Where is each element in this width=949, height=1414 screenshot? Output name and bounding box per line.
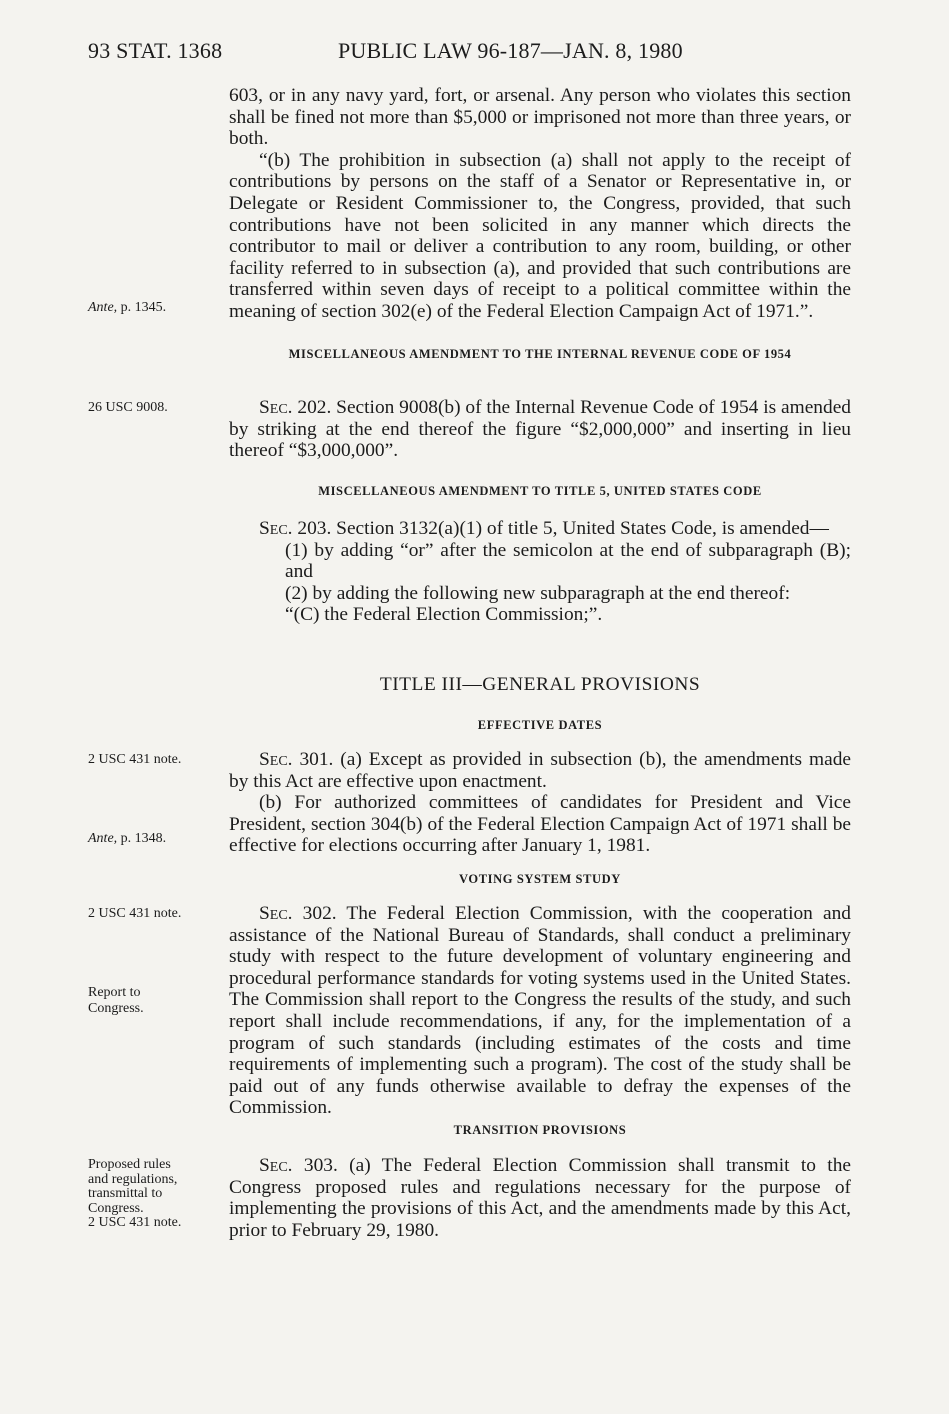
public-law-heading: PUBLIC LAW 96-187—JAN. 8, 1980 (338, 38, 683, 63)
margin-note-ante-1348: Ante, p. 1348. (88, 831, 167, 846)
margin-note-report-to-congress: Report to Congress. (88, 985, 144, 1016)
heading-irc-amendment-block (229, 346, 851, 363)
margin-note-ante-1345: Ante, p. 1345. (88, 300, 167, 315)
paragraph-continuation: 603, or in any navy yard, fort, or arsenal. Any person who violates this section shall be fined not more than $5,000 or imprisoned not more than three years, or both. (229, 85, 851, 150)
paragraph-subsection-b: “(b) The prohibition in subsection (a) shall not apply to the receipt of contributions by persons on the staff of a Senator or Representative in, or Delegate or Resident Commissioner to, the Congress, provided, that such contributions have not been solicited in any manner which directs the contributor to mail or deliver a contribution to any room, building, or other facility referred to in subsection (a), and provided that such contributions are transferred within seven days of receipt to a political committee within the meaning of section 302(e) of the Federal Election Campaign Act of 1971.”. (229, 149, 851, 322)
section-heading-irc: MISCELLANEOUS AMENDMENT TO THE INTERNAL REVENUE CODE OF 1954 (288, 347, 792, 361)
margin-note-26-usc-9008: 26 USC 9008. (88, 400, 168, 415)
section-203-subparagraph-c: “(C) the Federal Election Commission;”. (285, 604, 603, 626)
section-302-block (229, 903, 851, 1119)
section-202-block (229, 397, 851, 462)
statute-page-number: 93 STAT. 1368 (88, 38, 223, 63)
heading-voting-study-block (229, 871, 851, 888)
section-203: Sec. 203. Section 3132(a)(1) of title 5, United States Code, is amended— (259, 518, 829, 539)
title-3-block (229, 674, 851, 696)
section-303-block (229, 1155, 851, 1241)
title-3-heading: TITLE III—GENERAL PROVISIONS (379, 674, 701, 695)
heading-effective-dates-block (229, 717, 851, 734)
section-202: Sec. 202. Section 9008(b) of the Internal Revenue Code of 1954 is amended by striking at the end thereof the figure “$2,000,000” and inserting in lieu thereof “$3,000,000”. (229, 397, 851, 462)
section-303-a: Sec. 303. (a) The Federal Election Commission shall transmit to the Congress proposed rules and regulations necessary for the purpose of implementing the provisions of this Act, and the amendments made by this Act, prior to February 29, 1980. (229, 1155, 851, 1241)
section-301-block (229, 749, 851, 857)
heading-transition-block (229, 1122, 851, 1139)
section-203-clause-1: (1) by adding “or” after the semicolon at the end of subparagraph (B); and (285, 539, 851, 583)
section-heading-effective-dates: EFFECTIVE DATES (477, 718, 603, 732)
section-heading-title-5: MISCELLANEOUS AMENDMENT TO TITLE 5, UNITED STATES CODE (318, 484, 762, 498)
section-302: Sec. 302. The Federal Election Commission, with the cooperation and assistance of the National Bureau of Standards, shall conduct a preliminary study with respect to the future development of voluntary engineering and procedural performance standards for voting systems used in the United States. The Commission shall report to the Congress the results of the study, and such report shall include recommendations, if any, for the implementation of a program of such standards (including estimates of the costs and time requirements of implementing such a program). The cost of the study shall be paid out of any funds otherwise available to defray the expenses of the Commission. (229, 903, 851, 1119)
section-heading-transition-provisions: TRANSITION PROVISIONS (453, 1123, 627, 1137)
section-203-clause-2: (2) by adding the following new subparagraph at the end thereof: (285, 582, 791, 604)
section-203-block (229, 518, 851, 626)
section-301-a: Sec. 301. (a) Except as provided in subsection (b), the amendments made by this Act are effective upon enactment. (229, 749, 851, 792)
margin-note-proposed-rules: Proposed rules and regulations, transmittal to Congress. 2 USC 431 note. (88, 1157, 182, 1230)
heading-title5-block (229, 483, 851, 500)
body-text-block-1 (229, 85, 851, 323)
margin-note-2-usc-431-b: 2 USC 431 note. (88, 906, 182, 921)
section-301-b: (b) For authorized committees of candidates for President and Vice President, section 304(b) of the Federal Election Campaign Act of 1971 shall be effective for elections occurring after January 1, 1981. (229, 792, 851, 857)
section-heading-voting-system-study: VOTING SYSTEM STUDY (459, 872, 621, 886)
margin-note-2-usc-431-a: 2 USC 431 note. (88, 752, 182, 767)
